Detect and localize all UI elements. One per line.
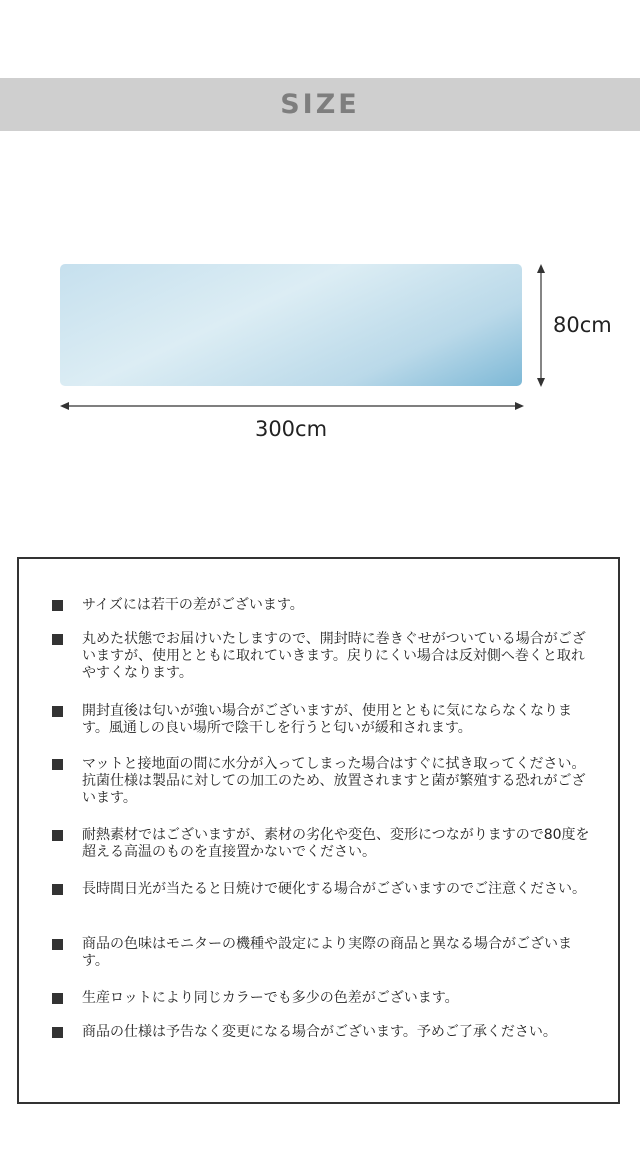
note-text: 生産ロットにより同じカラーでも多少の色差がございます。	[82, 990, 459, 1006]
square-bullet-icon	[52, 884, 63, 895]
height-label: 80cm	[553, 313, 612, 337]
square-bullet-icon	[52, 939, 63, 950]
note-text: マットと接地面の間に水分が入ってしまった場合はすぐに拭き取ってください。抗菌仕様は製品に対しての加工のため、放置されますと菌が繁殖する恐れがございます。	[82, 756, 586, 806]
square-bullet-icon	[52, 759, 63, 770]
size-title: SIZE	[280, 89, 360, 120]
square-bullet-icon	[52, 634, 63, 645]
note-text: サイズには若干の差がございます。	[82, 597, 304, 613]
note-text: 耐熱素材ではございますが、素材の劣化や変色、変形につながりますので80度を超える高温のものを直接置かないでください。	[82, 827, 590, 860]
mat-illustration	[60, 264, 522, 386]
note-text: 商品の色味はモニターの機種や設定により実際の商品と異なる場合がございます。	[82, 936, 572, 969]
note-item	[52, 703, 592, 737]
note-item	[52, 631, 592, 682]
width-arrow-right-head	[515, 402, 524, 410]
size-header-band	[0, 78, 640, 131]
square-bullet-icon	[52, 600, 63, 611]
square-bullet-icon	[52, 830, 63, 841]
note-text: 開封直後は匂いが強い場合がございますが、使用とともに気にならなくなります。風通しの良い場所で陰干しを行うと匂いが緩和されます。	[82, 703, 572, 736]
height-arrow-bottom-head	[537, 378, 545, 387]
note-item	[52, 881, 592, 898]
height-arrow-top-head	[537, 264, 545, 273]
note-item	[52, 597, 592, 614]
note-text: 長時間日光が当たると日焼けで硬化する場合がございますのでご注意ください。	[82, 881, 586, 897]
note-item	[52, 1024, 592, 1041]
notes-box	[17, 557, 620, 1104]
width-label: 300cm	[254, 417, 328, 441]
note-item	[52, 756, 592, 807]
note-item	[52, 936, 592, 970]
note-item	[52, 827, 592, 861]
note-text: 丸めた状態でお届けいたしますので、開封時に巻きぐせがついている場合がございますが、使用とともに取れていきます。戻りにくい場合は反対側へ巻くと取れやすくなります。	[82, 631, 586, 681]
width-arrow-left-head	[60, 402, 69, 410]
square-bullet-icon	[52, 993, 63, 1004]
note-item	[52, 990, 592, 1007]
square-bullet-icon	[52, 1027, 63, 1038]
note-text: 商品の仕様は予告なく変更になる場合がございます。予めご了承ください。	[82, 1024, 557, 1040]
square-bullet-icon	[52, 706, 63, 717]
